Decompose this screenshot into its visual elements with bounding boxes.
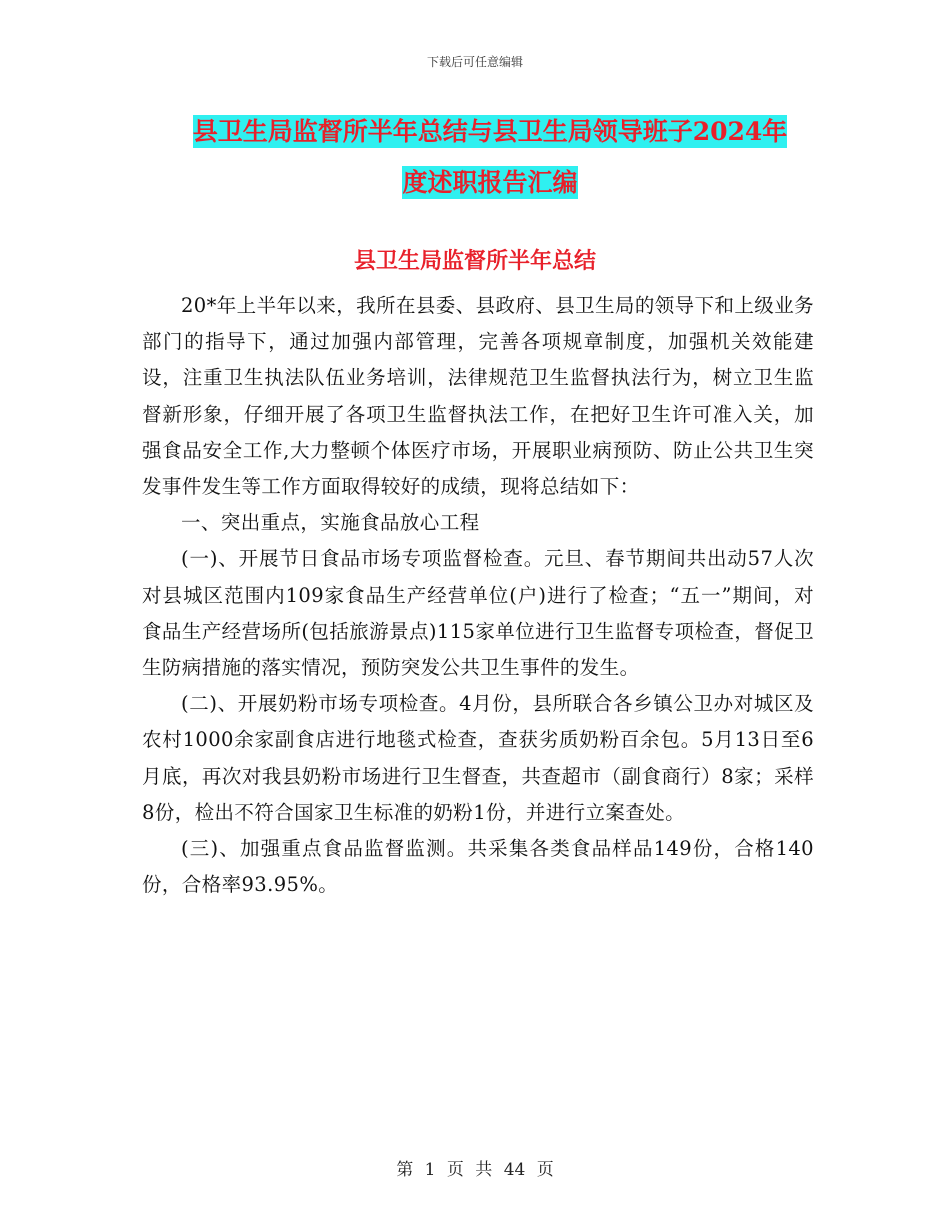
document-title-line-2: 度述职报告汇编 (402, 168, 578, 197)
paragraph-intro: 20*年上半年以来，我所在县委、县政府、县卫生局的领导下和上级业务部门的指导下，通过加强内部管理，完善各项规章制度，加强机关效能建设，注重卫生执法队伍业务培训，法律规范卫生监督执法行为，树立卫生监督新形象，仔细开展了各项卫生监督执法工作，在把好卫生许可准入关，加强食品安全工作,大力整顿个体医疗市场，开展职业病预防、防止公共卫生突发事件发生等工作方面取得较好的成绩，现将总结如下： (142, 294, 814, 499)
document-title (150, 106, 830, 208)
paragraph-item-1: (一)、开展节日食品市场专项监督检查。元旦、春节期间共出动57人次对县城区范围内109家食品生产经营单位(户)进行了检查；“五一”期间，对食品生产经营场所(包括旅游景点)115家单位进行卫生监督专项检查，督促卫生防病措施的落实情况，预防突发公共卫生事件的发生。 (142, 547, 814, 680)
paragraph-item-3: (三)、加强重点食品监督监测。共采集各类食品样品149份，合格140份，合格率93.95%。 (142, 837, 814, 897)
body-text (142, 288, 814, 903)
page-number: 第 1 页 共 44 页 (396, 1160, 554, 1180)
document-title-line-1: 县卫生局监督所半年总结与县卫生局领导班子2024年 (192, 117, 788, 146)
header-note: 下载后可任意编辑 (426, 55, 523, 69)
paragraph-item-2: (二)、开展奶粉市场专项检查。4月份，县所联合各乡镇公卫办对城区及农村1000余家副食店进行地毯式检查，查获劣质奶粉百余包。5月13日至6月底，再次对我县奶粉市场进行卫生督查，共查超市（副食商行）8家；采样8份，检出不符合国家卫生标准的奶粉1份，并进行立案查处。 (142, 692, 814, 824)
paragraph-heading-1: 一、突出重点，实施食品放心工程 (181, 511, 480, 535)
section-title: 县卫生局监督所半年总结 (353, 248, 596, 274)
